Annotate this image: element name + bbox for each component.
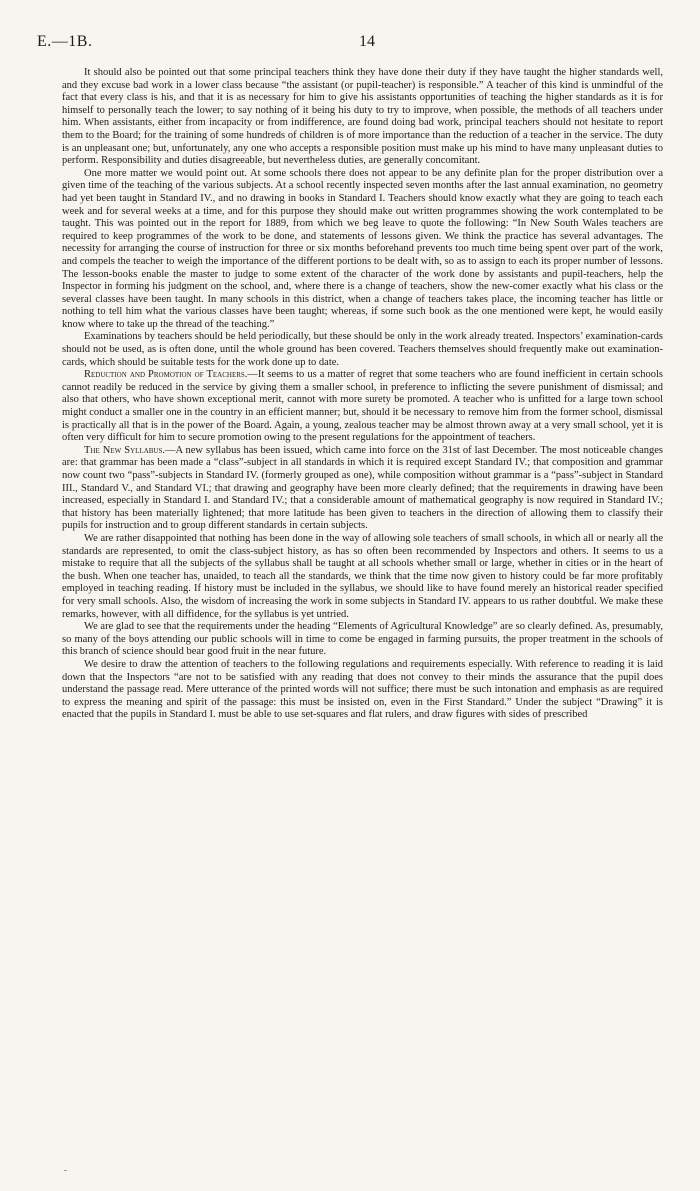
- paragraph: We are glad to see that the requirements under the heading “Elements of Agricultural Knowledge” are so clearly defined. As, presumably, so many of the boys attending our public schools will in time to come be engaged in farming pursuits, the proper treatment in the schools of this branch of science should bear good fruit in the near future.: [62, 621, 663, 658]
- page-header: [37, 33, 663, 53]
- page-mark: [64, 1170, 67, 1171]
- section-heading-reduction: Reduction and Promotion of Teachers.: [84, 369, 248, 381]
- paragraph: We are rather disappointed that nothing has been done in the way of allowing sole teachers of small schools, in which all or nearly all the standards are represented, to omit the class-subject history, as has so often been recommended by Inspectors and others. It seems to us a mistake to require that all the subjects of the syllabus shall be taught at all schools whether small or large, whether in cities or in the heart of the bush. When one teacher has, unaided, to teach all the standards, we think that the time now given to history could be far more profitably employed in teaching reading. If history must be included in the syllabus, we should like to have found merely an historical reader specified for very small schools. Also, the wisdom of increasing the work in some subjects in Standard IV. appears to us rather doubtful. We make these remarks, however, with all diffidence, for the syllabus is yet untried.: [62, 532, 663, 620]
- paragraph: The New Syllabus.—A new syllabus has been issued, which came into force on the 31st of last December. The most noticeable changes are: that grammar has been made a “class”-subject in all standards in which it is required except Standard IV.; that composition and grammar now count two “pass”-subjects in Standard IV. (formerly grouped as one), while composition without grammar is a “pass”-subject in Standard III., Standard V., and Standard VI.; that drawing and geography have been more clearly defined; that the requirements in drawing have been increased, especially in Standard I. and Standard IV.; that a considerable amount of mathematical geography is now required in Standard IV.; that history has been materially lightened; that more latitude has been given to teachers in the direction of allowing them to classify their pupils for instruction and to group different standards in certain subjects.: [62, 444, 663, 532]
- paragraph: Reduction and Promotion of Teachers.—It seems to us a matter of regret that some teachers who are found inefficient in certain schools cannot readily be reduced in the service by giving them a smaller school, in preference to inflicting the severe punishment of dismissal; and also that others, who have shown exceptional merit, cannot with more surety be promoted. A teacher who is unfitted for a large town school might conduct a smaller one in the country in an efficient manner; but, should it be necessary to remove him from the former school, dismissal is practically all that is in the power of the Board. Again, a young, zealous teacher may be almost thrown away at a very small school, yet it is often very difficult for him to secure promotion owing to the present regulations for the appointment of teachers.: [62, 369, 663, 444]
- document-reference: E.—1B.: [37, 33, 93, 50]
- paragraph: We desire to draw the attention of teachers to the following regulations and requirements especially. With reference to reading it is laid down that the Inspectors “are not to be satisfied with any reading that does not convey to their minds the assurance that the pupil does understand the passage read. Mere utterance of the printed words will not suffice; there must be such intonation and emphasis as are required to express the meaning and spirit of the passage: this must be insisted on, even in the First Standard.” Under the subject “Drawing” it is enacted that the pupils in Standard I. must be able to use set-squares and flat rulers, and draw figures with sides of prescribed: [62, 658, 663, 721]
- paragraph: One more matter we would point out. At some schools there does not appear to be any definite plan for the proper distribution over a given time of the teaching of the various subjects. At a school recently inspected seven months after the last annual examination, no geometry had yet been taught in Standard IV., and no drawing in books in Standard I. Teachers should know exactly what they are going to teach each week and for several weeks at a time, and for this purpose they should make out written programmes showing the work contemplated to be taught. This was pointed out in the report for 1889, from which we beg leave to quote the following: “In New South Wales teachers are required to keep programmes of the work to be done, and statements of lessons given. We think the practice has several advantages. The necessity for arranging the course of instruction for three or six months beforehand prevents too much time being spent over part of the work, and compels the teacher to weigh the importance of the different portions to be dealt with, so as to assign to each its proper number of lessons. The lesson-books enable the master to judge to some extent of the character of the work done by assistants and pupil-teachers, help the Inspector in forming his judgment on the school, and, where there is a change of teachers, show the new-comer exactly what his class or the several classes have been taught. In many schools in this district, when a change of teachers takes place, the incoming teacher has little or nothing to tell him what the various classes have been taught; whereas, if some such book as the one mentioned were kept, he would easily know where to take up the thread of the teaching.”: [62, 167, 663, 330]
- section-heading-syllabus: The New Syllabus.: [84, 444, 165, 456]
- body-text: [62, 67, 663, 722]
- paragraph: Examinations by teachers should be held periodically, but these should be only in the work already treated. Inspectors’ examination-cards should not be used, as is often done, until the whole ground has been covered. Teachers themselves should frequently make out examination-cards, which should be suitable tests for the work done up to date.: [62, 331, 663, 368]
- page-number: 14: [359, 33, 375, 50]
- paragraph: It should also be pointed out that some principal teachers think they have done their duty if they have taught the higher standards well, and they excuse bad work in a lower class because “the assistant (or pupil-teacher) is responsible.” A teacher of this kind is unmindful of the fact that every class is his, and that it is as necessary for him to give his assistants opportunities of teaching the higher standards as it is for himself to personally teach the lower; to say nothing of it being his duty to try to improve, when possible, the methods of all teachers under him. When assistants, either from incapacity or from indifference, are found doing bad work, principal teachers should not hesitate to report them to the Board; for the training of some hundreds of children is of more importance than the reduction of a teacher in the service. The duty is an unpleasant one; but, unfortunately, any one who accepts a responsible position must make up his mind to have many unpleasant duties to perform. Responsibility and duties disagreeable, but nevertheless duties, are generally concomitant.: [62, 67, 663, 167]
